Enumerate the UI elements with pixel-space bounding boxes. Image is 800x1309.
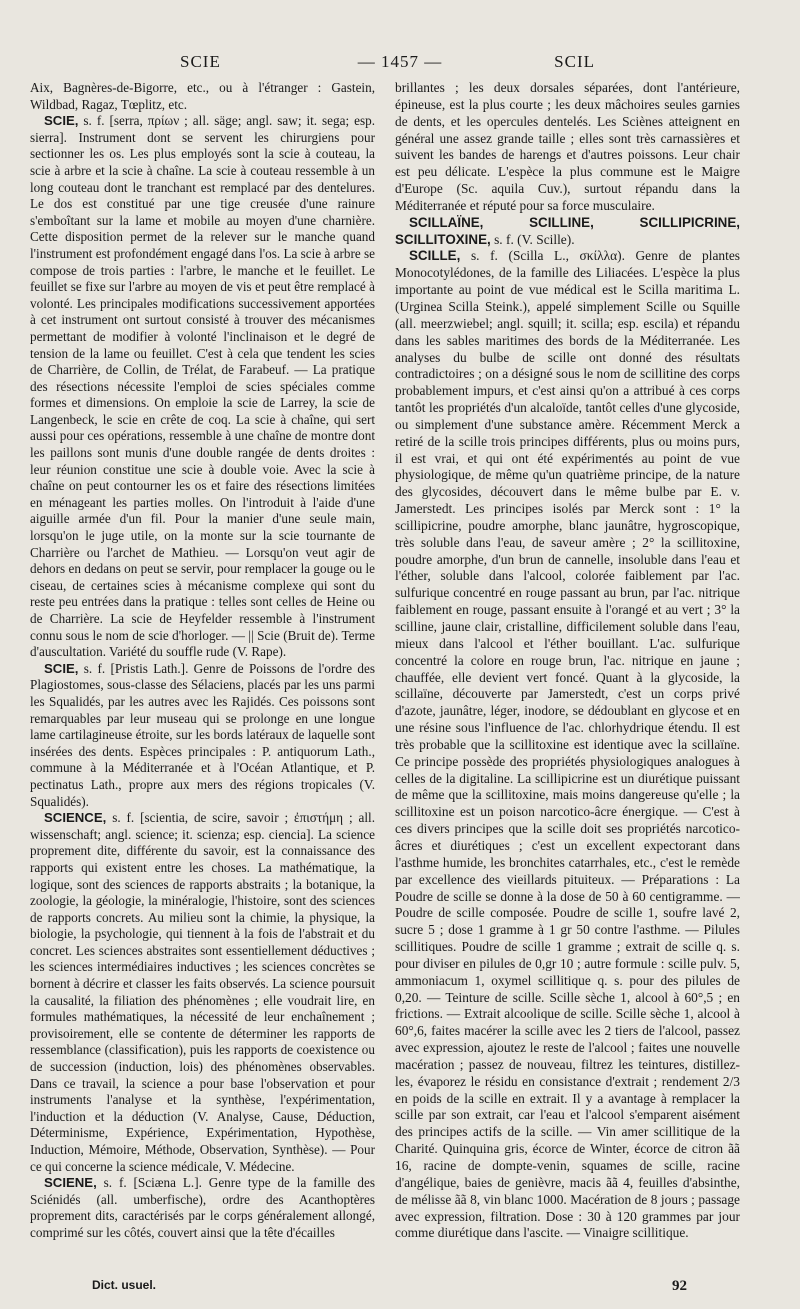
footer-sheet-number: 92 xyxy=(672,1278,687,1294)
header-left-word: SCIE xyxy=(180,52,221,71)
running-header xyxy=(30,52,770,76)
dictionary-entry xyxy=(30,1175,375,1241)
dictionary-entry xyxy=(30,661,375,810)
continued-paragraph xyxy=(30,80,375,113)
entry-headword: SCILLAÏNE, SCILLINE, SCILLIPICRINE, SCILLITOXINE, xyxy=(395,214,740,247)
left-column xyxy=(30,80,375,1260)
entry-headword: SCIENCE, xyxy=(44,810,107,826)
continued-paragraph xyxy=(395,80,740,215)
entry-headword: SCIE, xyxy=(44,113,79,129)
entry-text: Aix, Bagnères-de-Bigorre, etc., ou à l'étranger : Gastein, Wildbad, Ragaz, Tœplitz, etc. xyxy=(30,80,375,112)
entry-headword: SCIENE, xyxy=(44,1175,97,1191)
entry-headword: SCILLE, xyxy=(409,248,461,264)
entry-text: s. f. (Scilla L., σκίλλα). Genre de plantes Monocotylédones, de la famille des Liliacées. L'espèce la plus importante au point de vue médical est le Scilla maritima L. (Urginea Scilla Steink.), appelé simplement Scille ou Squille (all. meerzwiebel; angl. squill; it. scilla; esp. escila) et répandu dans les sables maritimes des bords de la Méditerranée. Les analyses du bulbe de scille ont donné des résultats contradictoires ; on a désigné sous le nom de scillitine des corps probablement impurs, et c'est ainsi qu'on a attribué à ces corps tantôt les propriétés d'un alcaloïde, tantôt celles d'une glycoside, ou simplement d'une substance amère. Récemment Merck a retiré de la scille trois principes différents, plus ou moins purs, il est vrai, et qui ont été expérimentés au point de vue physiologique, de même qu'un quatrième principe, de la nature des glycosides, découvert dans le même bulbe par E. v. Jamerstedt. Les principes isolés par Merck sont : 1° la scillipicrine, poudre amorphe, blanc jaunâtre, hygroscopique, très soluble dans l'eau, de saveur amère ; 2° la scillitoxine, poudre amorphe, d'un brun de cannelle, insoluble dans l'eau et l'éther, soluble dans l'alcool, colorée faiblement par l'ac. sulfurique concentré en rouge passant au brun, par l'ac. nitrique faiblement en rouge, passant ensuite à l'orangé et au vert ; 3° la scilline, jaune clair, cristalline, difficilement soluble dans l'eau, mieux dans l'alcool et l'éther bouillant. L'ac. sulfurique concentré la colore en rouge brun, l'ac. nitrique en jaune ; chauffée, elle devient vert foncé. Quant à la glycoside, la scillaïne, découverte par Jamerstedt, c'est un corps privé d'azote, jaunâtre, léger, inodore, se dédoublant en glycose et en une résine sous l'influence de l'ac. chlorhydrique étendu. Il est très probable que la scillitoxine est identique avec la scillaïne. Ce principe possède des propriétés physiologiques analogues à celles de la digitaline. La scillipicrine est un diurétique puissant de même que la scillitoxine, mais moins dangereuse qu'elle ; la scillitoxine est un poison narcotico-âcre énergique. — C'est à ces divers principes que la scille doit ses propriétés narcotico-âcres et diurétiques ; c'est un excellent expectorant dans l'asthme humide, les bronchites catarrhales, etc., c'est le remède par excellence des vieillards pituiteux. — Préparations : La Poudre de scille se donne à la dose de 50 à 60 centigramme. — Poudre de scille composée. Poudre de scille 1, soufre lavé 2, sucre 5 ; dose 1 gramme à 1 gr 50 contre l'asthme. — Pilules scillitiques. Poudre de scille 1 gramme ; extrait de scille q. s. pour diviser en pilules de 0,gr 10 ; autre formule : scille pulv. 5, ammoniacum 1, oxymel scillitique q. s. pour des pilules de 0,20. — Teinture de scille. Scille sèche 1, alcool à 60°,5 ; en frictions. — Extrait alcoolique de scille. Scille sèche 1, alcool à 60°,6, faites macérer la scille avec les 2 tiers de l'alcool, passez avec expression, ajoutez le reste de l'alcool ; faites une nouvelle macération ; passez de nouveau, filtrez les teintures, distillez-les, évaporez le résidu en consistance d'extrait ; rendement 2/3 en poids de la scille en extrait. Il y a avantage à remplacer la scille par son extrait, car l'eau et l'alcool s'emparent aisément des principes actifs de la scille. — Vin amer scillitique de la Charité. Quinquina gris, écorce de Winter, écorce de citron ãã 16, racine de dompte-venin, squames de scille, racine d'angélique, baies de genièvre, macis ãã 4, feuilles d'absinthe, de mélisse ãã 8, vin blanc 1000. Macération de 8 jours ; passage avec expression, filtration. Dose : 30 à 120 grammes par jour comme diurétique dans l'ascite. — Vinaigre scillitique. xyxy=(395,248,740,1241)
entry-text: s. f. [Sciæna L.]. Genre type de la famille des Sciénidés (all. umberfische), ordre des Acanthoptères proprement dits, caractérisés par le corps généralement allongé, comprimé sur les côtés, couvert ainsi que la tête d'écailles xyxy=(30,1175,375,1240)
entry-text: s. f. [scientia, de scire, savoir ; ἐπιστήμη ; all. wissenschaft; angl. science; it. scienza; esp. ciencia]. La science proprement dite, différente du savoir, est la connaissance des rapports qui existent entre les choses. La mathématique, la logique, sont des sciences de rapports abstraits ; la botanique, la zoologie, la géologie, la minéralogie, l'histoire, sont des sciences de rapports concrets. Au milieu sont la chimie, la physique, la biologie, la psychologie, qui tiennent à la fois de l'abstrait et du concret. Les sciences abstraites sont essentiellement déductives ; les sciences intermédiaires inductives ; les sciences concrètes se bornent à décrire et classer les faits observés. La science poursuit la causalité, la filiation des phénomènes ; elle voudrait lire, en formules mathématiques, la nécessité de leur enchaînement ; provisoirement, elle se contente de déterminer les rapports de ressemblance (classification), puis les rapports de coexistence ou de succession (induction, lois) des phénomènes observables. Dans ce travail, la science a pour base l'observation et pour instruments l'analyse et la synthèse, l'expérimentation, l'induction et la déduction (V. Analyse, Cause, Déduction, Déterminisme, Expérience, Expérimentation, Hypothèse, Induction, Mémoire, Méthode, Observation, Synthèse). — Pour ce qui concerne la science médicale, V. Médecine. xyxy=(30,810,375,1174)
entry-headword: SCIE, xyxy=(44,660,79,676)
page-footer xyxy=(0,1278,800,1298)
entry-text: s. f. [serra, πρίων ; all. säge; angl. saw; it. sega; esp. sierra]. Instrument dont se servent les chirurgiens pour sectionner les os. Les plus employés sont la scie à couteau, la scie à arbre et la scie à chaîne. La scie à couteau ressemble à un long couteau dont le tranchant est remplacé par des dentelures. Le dos est constitué par une tige creusée d'une rainure s'emboîtant sur la lame et mobile au moyen d'une charnière. Cette disposition permet de la relever sur le manche quand l'instrument est profondément engagé dans l'os. La scie à arbre se compose de trois parties : l'arbre, le manche et le feuillet. Le feuillet se fixe sur l'arbre au moyen de vis et peut être remplacé à volonté. Les principales modifications successivement apportées à cet instrument ont surtout consisté à trouver des mécanismes permettant de modifier à volonté l'inclinaison et le degré de tension de la lame ou feuillet. C'est à cela que tendent les scies de Charrière, de Collin, de Trélat, de Farabeuf. — La pratique des résections nécessite l'emploi de scies spéciales comme formes et dimensions. On emploie la scie de Larrey, la scie de Langenbeck, le scie en crête de coq. La scie à chaîne, qui sert aussi pour ces opérations, ressemble à une chaîne de montre dont les paillons sont munis d'une double rangée de dents droites : leur réunion constitue une scie à double voie. Avec la scie à chaîne on peut contourner les os et faire des résections limitées en ménageant les parties molles. On l'introduit à l'aide d'une aiguille armée d'un fil. Pour la manier d'une seule main, lorsqu'on le juge utile, on la monte sur la scie tournante de Charrière ou l'archet de Mathieu. — Lorsqu'on veut agir de dehors en dedans on peut se servir, pour remplacer la gouge ou le ciseau, de certaines scies à mécanisme complexe qui sont du reste peu entrées dans la pratique : telles sont celles de Heine ou de Charrière. La scie de Heyfelder ressemble à l'instrument connu sous le nom de scie d'horloger. — || Scie (Bruit de). Terme d'auscultation. Variété du souffle rude (V. Rape). xyxy=(30,113,375,660)
dictionary-entry xyxy=(30,113,375,661)
entry-text: s. f. [Pristis Lath.]. Genre de Poissons de l'ordre des Plagiostomes, sous-classe des Sélaciens, placés par les uns parmi les Squalidés, par les autres avec les Rajidés. Ces poissons sont remarquables par leur museau qui se prolonge en une longue lame cartilagineuse étroite, sur les bords latéraux de laquelle sont insérées des dents. Espèces principales : P. antiquorum Lath., commune à la Méditerranée et à l'Océan Atlantique, et P. pectinatus Lath., propre aux mers des régions tropicales (V. Squalidés). xyxy=(30,660,375,809)
dictionary-entry xyxy=(30,810,375,1175)
footer-signature: Dict. usuel. xyxy=(92,1278,157,1292)
entry-text: brillantes ; les deux dorsales séparées, dont l'antérieure, épineuse, est la plus courte ; les deux mâchoires seules garnies de dents, et les opercules dentelés. Les Sciènes atteignent en général une assez grande taille ; elles sont très carnassières et suivent les bandes de harengs et d'autres poissons. Leur chair est peu délicate. L'espèce la plus commune est le Maigre d'Europe (Sc. aquila Cuv.), surtout répandu dans la Méditerranée et réputé pour sa force musculaire. xyxy=(395,80,740,213)
header-right-word: SCIL xyxy=(554,52,595,71)
entry-text: s. f. (V. Scille). xyxy=(490,231,575,247)
page-number-header: — 1457 — xyxy=(357,52,443,71)
dictionary-entry xyxy=(395,215,740,249)
right-column xyxy=(395,80,740,1260)
dictionary-entry xyxy=(395,248,740,1242)
